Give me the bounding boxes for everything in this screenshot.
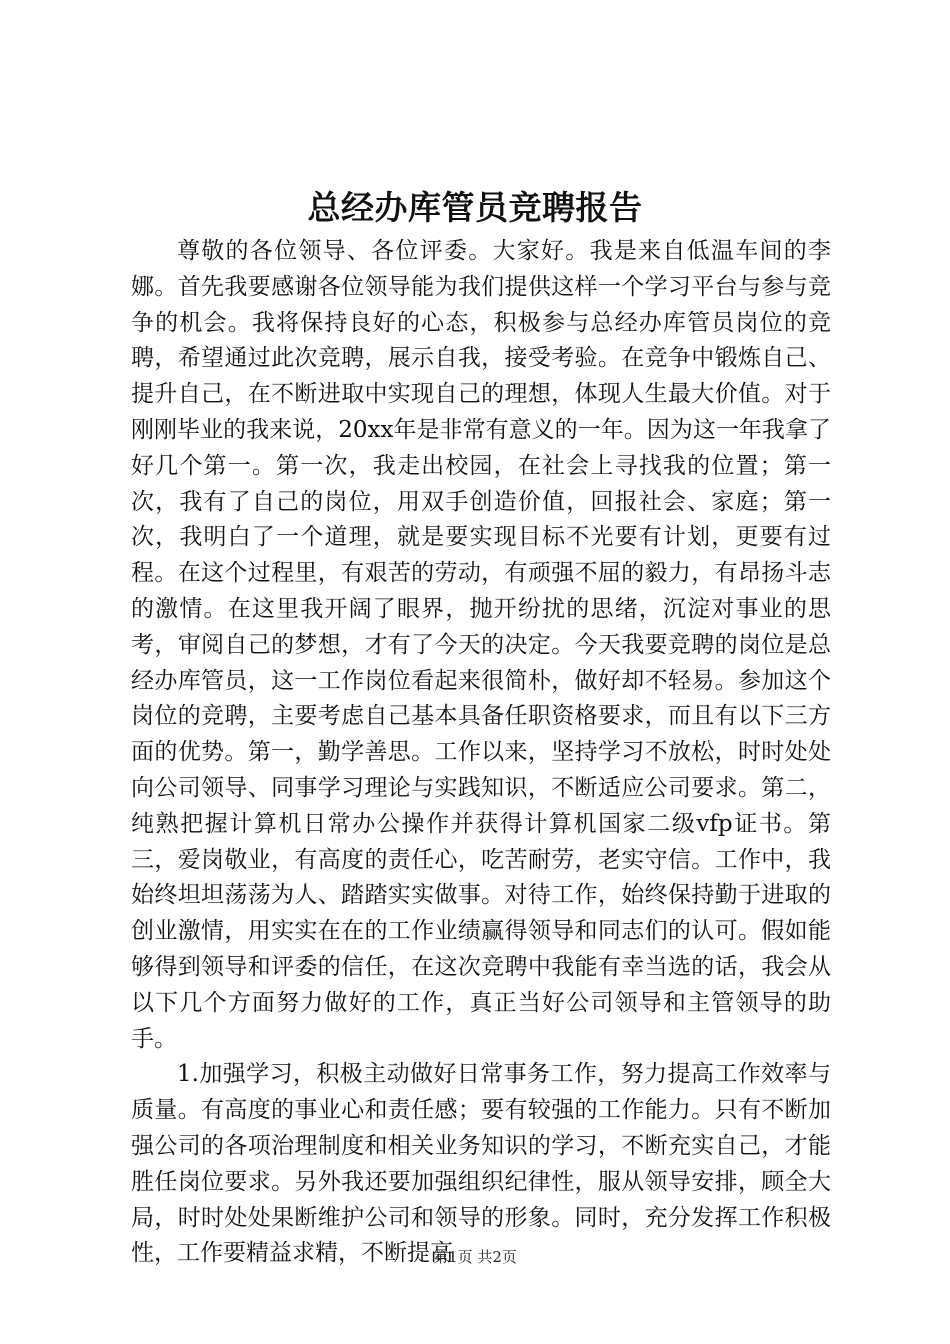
document-body bbox=[131, 234, 831, 1272]
page-title: 总经办库管员竞聘报告 bbox=[307, 188, 643, 227]
paragraph-point-1: 1.加强学习，积极主动做好日常事务工作，努力提高工作效率与质量。有高度的事业心和责任感；要有较强的工作能力。只有不断加强公司的各项治理制度和相关业务知识的学习，不断充实自己，才能胜任岗位要求。另外我还要加强组织纪律性，服从领导安排，顾全大局，时时处处果断维护公司和领导的形象。同时，充分发挥工作积极性，工作要精益求精，不断提高 bbox=[131, 1061, 831, 1267]
paragraph-intro: 尊敬的各位领导、各位评委。大家好。我是来自低温车间的李娜。首先我要感谢各位领导能为我们提供这样一个学习平台与参与竞争的机会。我将保持良好的心态，积极参与总经办库管员岗位的竞聘，希望通过此次竞聘，展示自我，接受考验。在竞争中锻炼自己、提升自己，在不断进取中实现自己的理想，体现人生最大价值。对于刚刚毕业的我来说，20xx年是非常有意义的一年。因为这一年我拿了好几个第一。第一次，我走出校园，在社会上寻找我的位置；第一次，我有了自己的岗位，用双手创造价值，回报社会、家庭；第一次，我明白了一个道理，就是要实现目标不光要有计划，更要有过程。在这个过程里，有艰苦的劳动，有顽强不屈的毅力，有昂扬斗志的激情。在这里我开阔了眼界，抛开纷扰的思绪，沉淀对事业的思考，审阅自己的梦想，才有了今天的决定。今天我要竞聘的岗位是总经办库管员，这一工作岗位看起来很简朴，做好却不轻易。参加这个岗位的竞聘，主要考虑自己基本具备任职资格要求，而且有以下三方面的优势。第一，勤学善思。工作以来，坚持学习不放松，时时处处向公司领导、同事学习理论与实践知识，不断适应公司要求。第二，纯熟把握计算机日常办公操作并获得计算机国家二级vfp证书。第三，爱岗敬业，有高度的责任心，吃苦耐劳，老实守信。工作中，我始终坦坦荡荡为人、踏踏实实做事。对待工作，始终保持勤于进取的创业激情，用实实在在的工作业绩赢得领导和同志们的认可。假如能够得到领导和评委的信任，在这次竞聘中我能有幸当选的话，我会从以下几个方面努力做好的工作，真正当好公司领导和主管领导的助手。 bbox=[131, 238, 831, 1052]
page-number: 第1页 共2页 bbox=[433, 1248, 517, 1266]
